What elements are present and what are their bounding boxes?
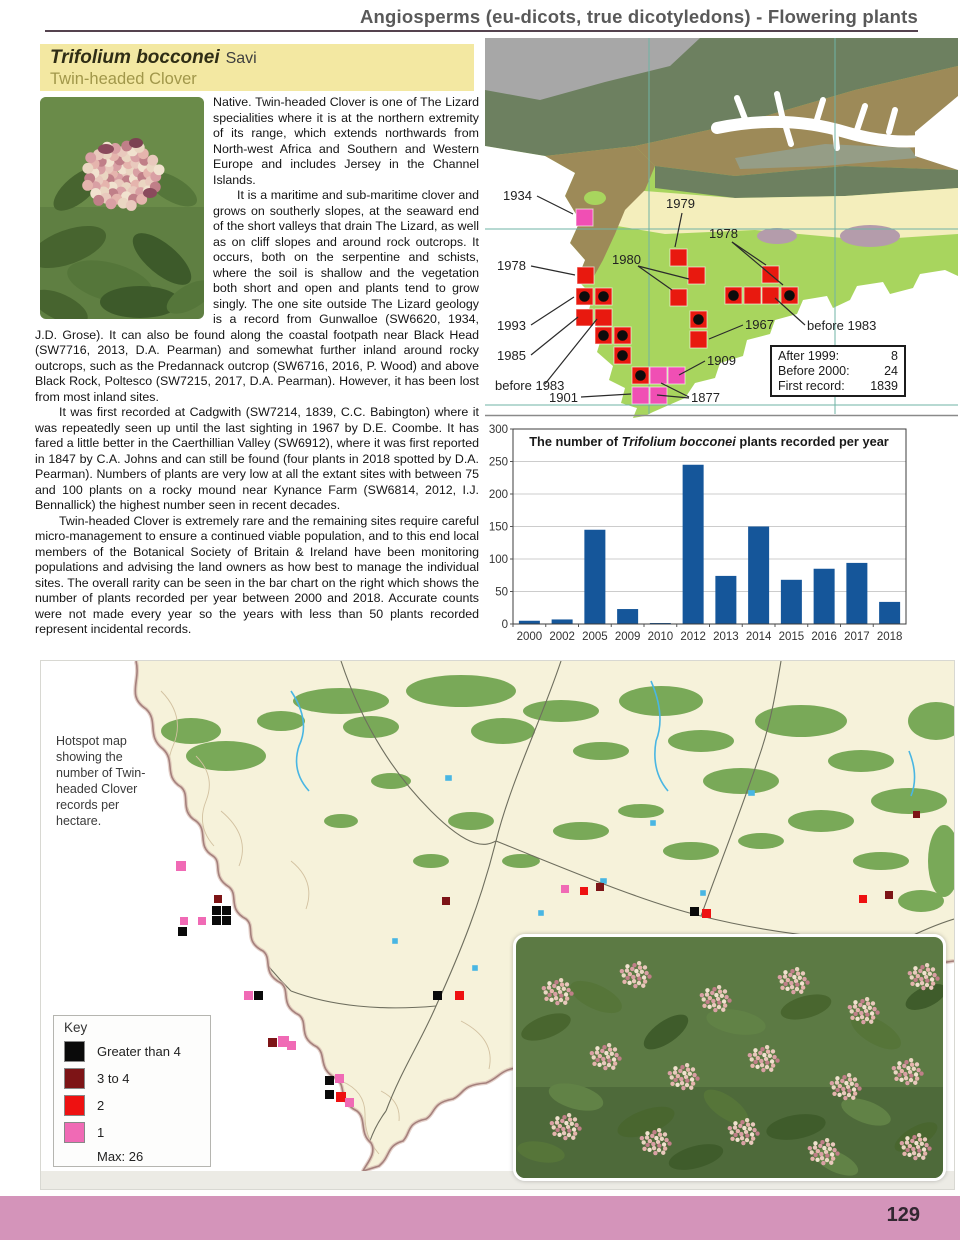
svg-text:2013: 2013 [713, 631, 739, 643]
svg-text:150: 150 [488, 521, 508, 534]
authority: Savi [225, 50, 257, 67]
svg-text:1979: 1979 [666, 196, 695, 211]
key-label: 3 to 4 [97, 1071, 130, 1086]
svg-text:1985: 1985 [497, 348, 526, 363]
svg-text:1901: 1901 [549, 390, 578, 405]
svg-text:2016: 2016 [811, 631, 837, 643]
clover-photo-art [516, 937, 943, 1178]
chart-x-axis [513, 624, 902, 643]
svg-text:2017: 2017 [844, 631, 870, 643]
svg-text:2015: 2015 [778, 631, 805, 643]
page-number: 129 [886, 1204, 920, 1226]
stat-label: After 1999: [778, 349, 840, 363]
svg-text:1909: 1909 [707, 353, 736, 368]
svg-text:2000: 2000 [516, 631, 543, 643]
species-title-block [40, 44, 474, 91]
svg-text:100: 100 [488, 554, 508, 566]
common-name: Twin-headed Clover [50, 70, 197, 88]
stat-value: 24 [884, 364, 898, 379]
svg-text:1978: 1978 [497, 258, 526, 273]
key-max: Max: 26 [97, 1149, 144, 1164]
key-item [64, 1068, 200, 1089]
record-stats-box [770, 345, 906, 397]
bar-chart-art [485, 422, 909, 650]
svg-text:2002: 2002 [549, 631, 575, 643]
stat-label: First record: [778, 379, 845, 394]
svg-text:0: 0 [501, 619, 508, 631]
page-header: Angiosperms (eu-dicots, true dicotyledons) - Flowering plants [360, 6, 918, 27]
chart-y-axis [489, 424, 513, 631]
stat-label: Before 2000: [778, 364, 850, 379]
article-paragraph: Native. Twin-headed Clover is one of The Lizard specialities where it is at the northern extremity of its range, which extends northwards from North-west Africa and Southern and Western Europe and includes Jersey in the Channel Islands. [213, 95, 479, 187]
svg-text:2005: 2005 [582, 631, 608, 643]
stat-value: 1839 [870, 379, 898, 394]
svg-text:1993: 1993 [497, 318, 526, 333]
key-swatch [64, 1095, 85, 1116]
article-paragraph: Twin-headed Clover is extremely rare and the remaining sites require careful micro-management to ensure a continued viable population, and to this end local members of the Botanical Society of Britain & Ireland have been monitoring populations and advising the land owners as how best to manage the individual sites. The overall rarity can be seen in the bar chart on the right which shows the number of plants recorded per year between 2000 and 2018. Accurate counts were not made every year so the years with less than 50 plants recorded represent incidental records. [35, 513, 479, 636]
article-text [35, 95, 479, 648]
plant-photo-art [40, 97, 204, 319]
key-label: Greater than 4 [97, 1044, 181, 1059]
stat-before-2000 [778, 364, 898, 379]
stat-first-record [778, 379, 898, 394]
key-swatch [64, 1041, 85, 1062]
key-item [64, 1095, 200, 1116]
plant-photo [40, 97, 204, 319]
svg-text:2012: 2012 [680, 631, 706, 643]
svg-text:300: 300 [488, 424, 508, 436]
article-paragraph: It was first recorded at Cadgwith (SW7214, 1839, C.C. Babington) where it was repeatedly seen up until the last sighting in 1967 by D.E. Coombe. It has fared a little better in the Caerthillian Valley (SW6912), where it was first reported in 1847 by C.A. Johns and can still be found (four plants in 2018 spotted by D.A. Pearman). Numbers of plants are very low at all the extant sites with between 75 and 100 plants on a rocky mound near Kynance Farm (SW6814, 2012, I.J. Bennallick) the highest number seen in recent decades. [35, 405, 479, 512]
svg-text:before 1983: before 1983 [807, 318, 877, 333]
svg-text:2009: 2009 [614, 631, 641, 643]
svg-text:before 1983: before 1983 [495, 378, 565, 393]
svg-text:1877: 1877 [691, 390, 720, 405]
key-label: 1 [97, 1125, 105, 1140]
key-swatch [64, 1122, 85, 1143]
hotspot-map [40, 660, 955, 1190]
stat-after-1999 [778, 349, 898, 364]
svg-text:2018: 2018 [876, 631, 903, 643]
key-swatch [64, 1068, 85, 1089]
svg-text:1967: 1967 [745, 317, 774, 332]
key-item [64, 1122, 200, 1143]
svg-text:200: 200 [488, 489, 508, 501]
key-item [64, 1041, 200, 1062]
svg-text:1978: 1978 [709, 226, 738, 241]
key-items [64, 1041, 200, 1143]
stat-value: 8 [891, 349, 898, 363]
scientific-name: Trifolium bocconei [50, 47, 220, 68]
page-footer [0, 1196, 960, 1240]
clover-photo [513, 934, 946, 1181]
key-label: 2 [97, 1098, 105, 1113]
svg-text:2010: 2010 [647, 631, 674, 643]
svg-text:50: 50 [495, 586, 508, 599]
records-bar-chart [485, 422, 909, 650]
svg-text:2014: 2014 [745, 631, 772, 643]
map-key [53, 1015, 211, 1167]
svg-text:1980: 1980 [612, 252, 641, 267]
svg-text:250: 250 [488, 456, 508, 469]
header-rule [45, 30, 918, 32]
key-title: Key [64, 1020, 88, 1035]
distribution-map [485, 38, 958, 420]
chart-title: The number of Trifolium bocconei plants recorded per year [529, 434, 889, 449]
hotspot-caption: Hotspot map showing the number of Twin-headed Clover records per hectare. [56, 734, 146, 828]
svg-text:1934: 1934 [503, 188, 532, 203]
article-paragraph: It is a maritime and sub-maritime clover and grows on southerly slopes, at the seaward end of the short valleys that drain The Lizard, as well as on cliff slopes and around rock outcrops. It occurs, both on the serpentine and schists, where the soil is shallow and the vegetation both short and open and plants tend to grow singly. The one site outside The Lizard geology is a record from Gunwalloe (SW6620, 1934, J.D. Grose). It can also be found along the coastal footpath near Black Head (SW7716, 2013, D.A. Pearman) and somewhat further inland around rocky outcrops, such as the Predannack outcrop (SW6716, 2016, P. Wood) and above Black Rock, Poltesco (SW7215, 2017, D.A. Pearman). However, it has been lost from most inland sites. [35, 188, 479, 404]
